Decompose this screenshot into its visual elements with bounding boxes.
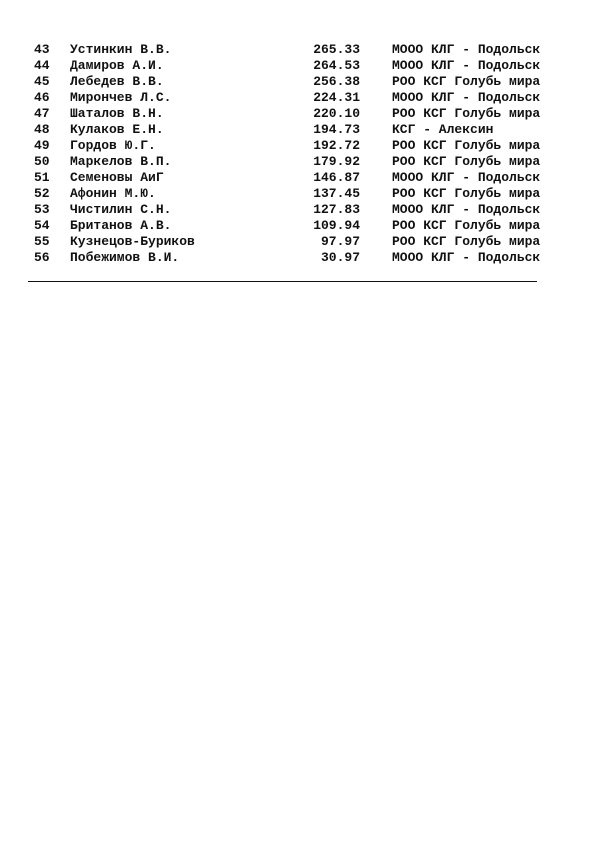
club-name: МООО КЛГ - Подольск	[392, 42, 541, 57]
participant-name: Мирончев Л.С.	[70, 90, 172, 105]
place-number: 55	[34, 234, 50, 249]
table-row	[0, 74, 600, 90]
table-row	[0, 170, 600, 186]
participant-name: Лебедев В.В.	[70, 74, 164, 89]
table-row	[0, 58, 600, 74]
club-name: РОО КСГ Голубь мира	[392, 154, 541, 169]
table-end-divider	[28, 281, 537, 282]
table-row	[0, 234, 600, 250]
club-name: РОО КСГ Голубь мира	[392, 234, 541, 249]
participant-name: Афонин М.Ю.	[70, 186, 156, 201]
score-value: 179.92	[313, 154, 360, 169]
score-value: 194.73	[313, 122, 360, 137]
table-row	[0, 186, 600, 202]
participant-name: Семеновы АиГ	[70, 170, 164, 185]
score-value: 264.53	[313, 58, 360, 73]
score-value: 146.87	[313, 170, 360, 185]
table-row	[0, 106, 600, 122]
score-value: 127.83	[313, 202, 360, 217]
score-value: 220.10	[313, 106, 360, 121]
table-row	[0, 122, 600, 138]
place-number: 44	[34, 58, 50, 73]
club-name: РОО КСГ Голубь мира	[392, 138, 541, 153]
results-table	[0, 42, 600, 266]
place-number: 45	[34, 74, 50, 89]
club-name: РОО КСГ Голубь мира	[392, 186, 541, 201]
club-name: МООО КЛГ - Подольск	[392, 58, 541, 73]
place-number: 56	[34, 250, 50, 265]
table-row	[0, 154, 600, 170]
club-name: МООО КЛГ - Подольск	[392, 250, 541, 265]
score-value: 109.94	[313, 218, 360, 233]
place-number: 53	[34, 202, 50, 217]
place-number: 43	[34, 42, 50, 57]
place-number: 51	[34, 170, 50, 185]
participant-name: Маркелов В.П.	[70, 154, 172, 169]
table-row	[0, 90, 600, 106]
participant-name: Устинкин В.В.	[70, 42, 172, 57]
participant-name: Чистилин С.Н.	[70, 202, 172, 217]
club-name: РОО КСГ Голубь мира	[392, 74, 541, 89]
club-name: МООО КЛГ - Подольск	[392, 170, 541, 185]
score-value: 30.97	[320, 250, 360, 265]
club-name: РОО КСГ Голубь мира	[392, 106, 541, 121]
participant-name: Гордов Ю.Г.	[70, 138, 156, 153]
score-value: 192.72	[313, 138, 360, 153]
place-number: 48	[34, 122, 50, 137]
table-row	[0, 202, 600, 218]
score-value: 256.38	[313, 74, 360, 89]
place-number: 52	[34, 186, 50, 201]
club-name: КСГ - Алексин	[392, 122, 494, 137]
place-number: 50	[34, 154, 50, 169]
table-row	[0, 218, 600, 234]
place-number: 47	[34, 106, 50, 121]
participant-name: Дамиров А.И.	[70, 58, 164, 73]
participant-name: Британов А.В.	[70, 218, 172, 233]
score-value: 265.33	[313, 42, 360, 57]
participant-name: Кузнецов-Буриков	[70, 234, 195, 249]
participant-name: Кулаков Е.Н.	[70, 122, 164, 137]
table-row	[0, 42, 600, 58]
table-row	[0, 250, 600, 266]
score-value: 137.45	[313, 186, 360, 201]
club-name: РОО КСГ Голубь мира	[392, 218, 541, 233]
table-row	[0, 138, 600, 154]
place-number: 54	[34, 218, 50, 233]
participant-name: Побежимов В.И.	[70, 250, 180, 265]
participant-name: Шаталов В.Н.	[70, 106, 164, 121]
club-name: МООО КЛГ - Подольск	[392, 202, 541, 217]
club-name: МООО КЛГ - Подольск	[392, 90, 541, 105]
place-number: 49	[34, 138, 50, 153]
score-value: 224.31	[313, 90, 360, 105]
score-value: 97.97	[320, 234, 360, 249]
place-number: 46	[34, 90, 50, 105]
